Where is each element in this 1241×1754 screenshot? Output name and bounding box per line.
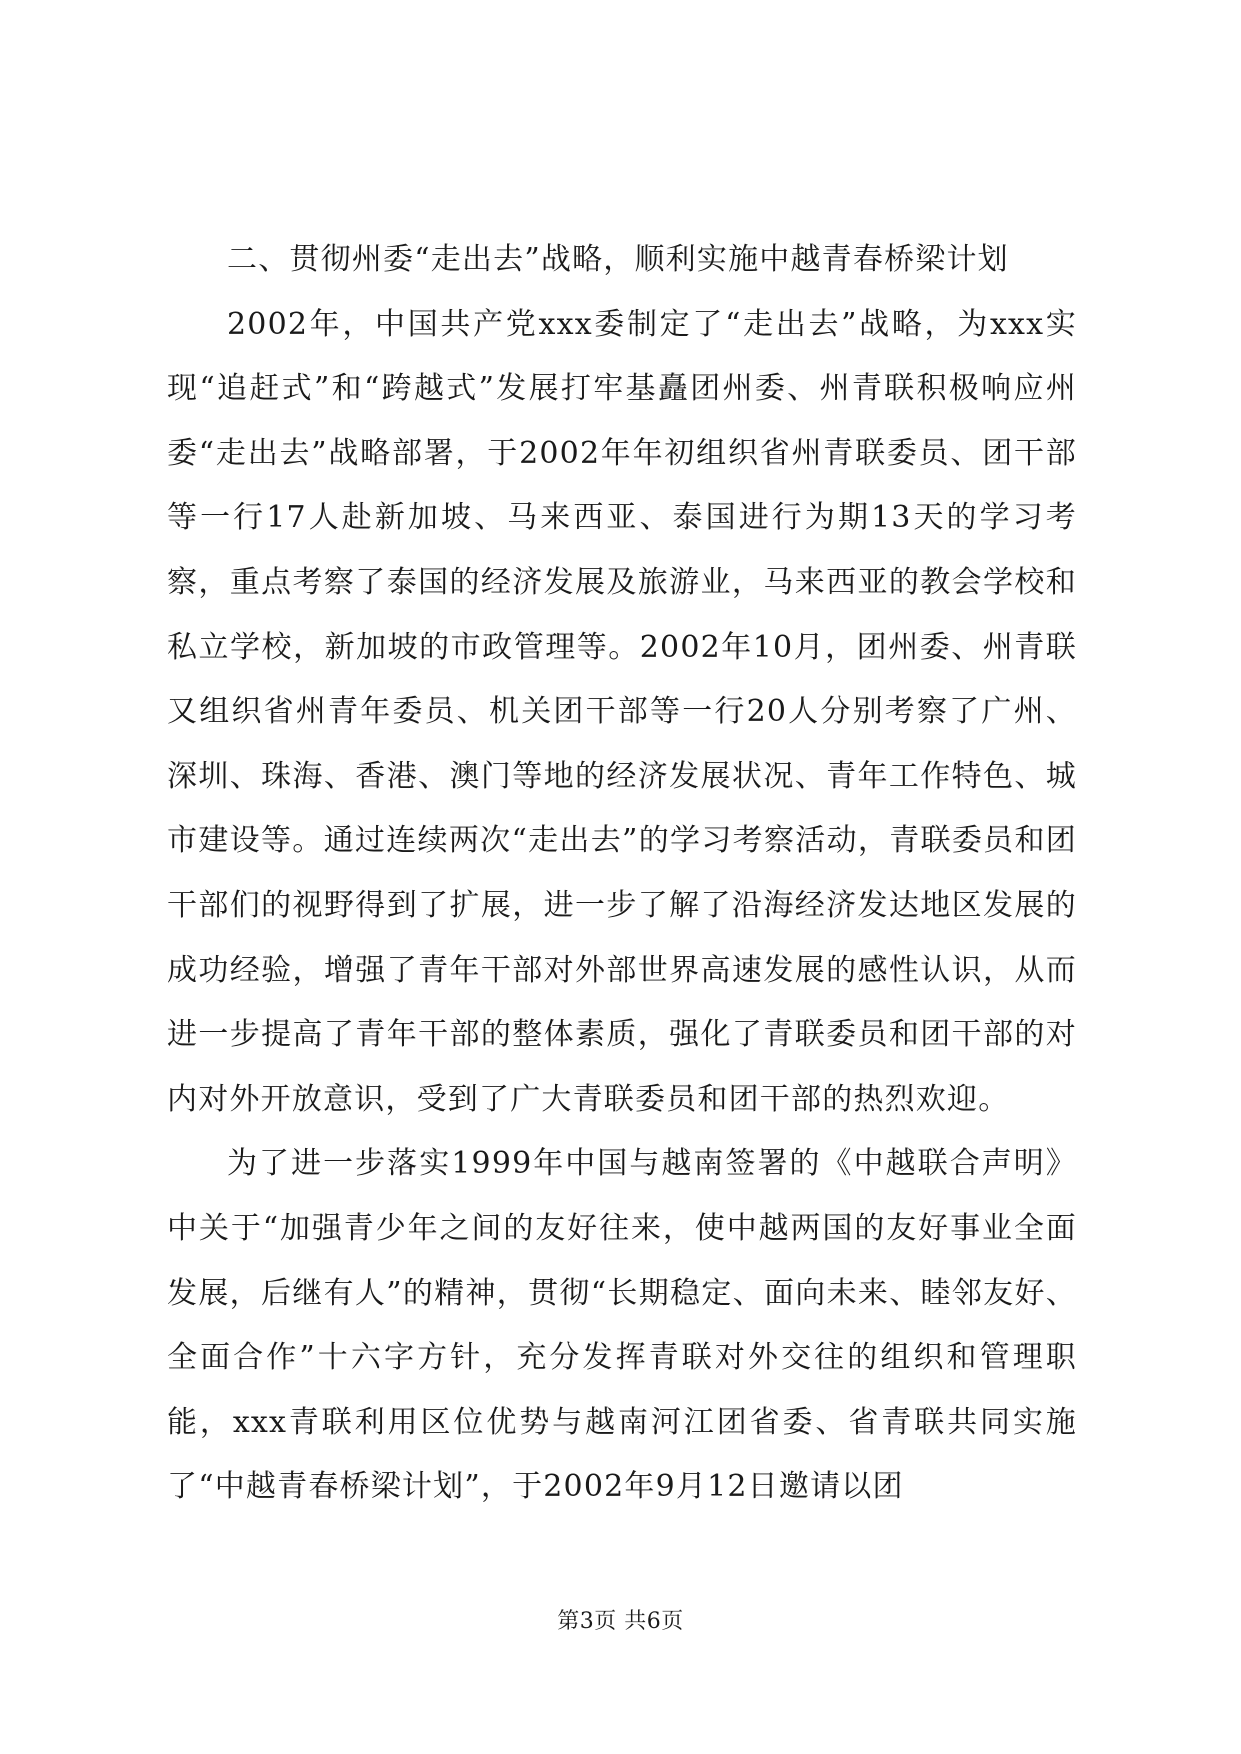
page-footer (0, 1607, 1241, 1637)
page-number: 第3页 共6页 (557, 1609, 684, 1634)
document-body (167, 228, 1077, 1520)
body-paragraph-1: 2002年，中国共产党xxx委制定了“走出去”战略，为xxx实现“追赶式”和“跨越式”发展打牢基矗团州委、州青联积极响应州委“走出去”战略部署，于2002年年初组织省州青联委员、团干部等一行17人赴新加坡、马来西亚、泰国进行为期13天的学习考察，重点考察了泰国的经济发展及旅游业，马来西亚的教会学校和私立学校，新加坡的市政管理等。2002年10月，团州委、州青联又组织省州青年委员、机关团干部等一行20人分别考察了广州、深圳、珠海、香港、澳门等地的经济发展状况、青年工作特色、城市建设等。通过连续两次“走出去”的学习考察活动，青联委员和团干部们的视野得到了扩展，进一步了解了沿海经济发达地区发展的成功经验，增强了青年干部对外部世界高速发展的感性认识，从而进一步提高了青年干部的整体素质，强化了青联委员和团干部的对内对外开放意识，受到了广大青联委员和团干部的热烈欢迎。 (167, 306, 1077, 1117)
section-heading: 二、贯彻州委“走出去”战略，顺利实施中越青春桥梁计划 (227, 242, 1009, 277)
body-paragraph-2: 为了进一步落实1999年中国与越南签署的《中越联合声明》中关于“加强青少年之间的友好往来，使中越两国的友好事业全面发展，后继有人”的精神，贯彻“长期稳定、面向未来、睦邻友好、全面合作”十六字方针，充分发挥青联对外交往的组织和管理职能，xxx青联利用区位优势与越南河江团省委、省青联共同实施了“中越青春桥梁计划”，于2002年9月12日邀请以团 (167, 1146, 1077, 1505)
